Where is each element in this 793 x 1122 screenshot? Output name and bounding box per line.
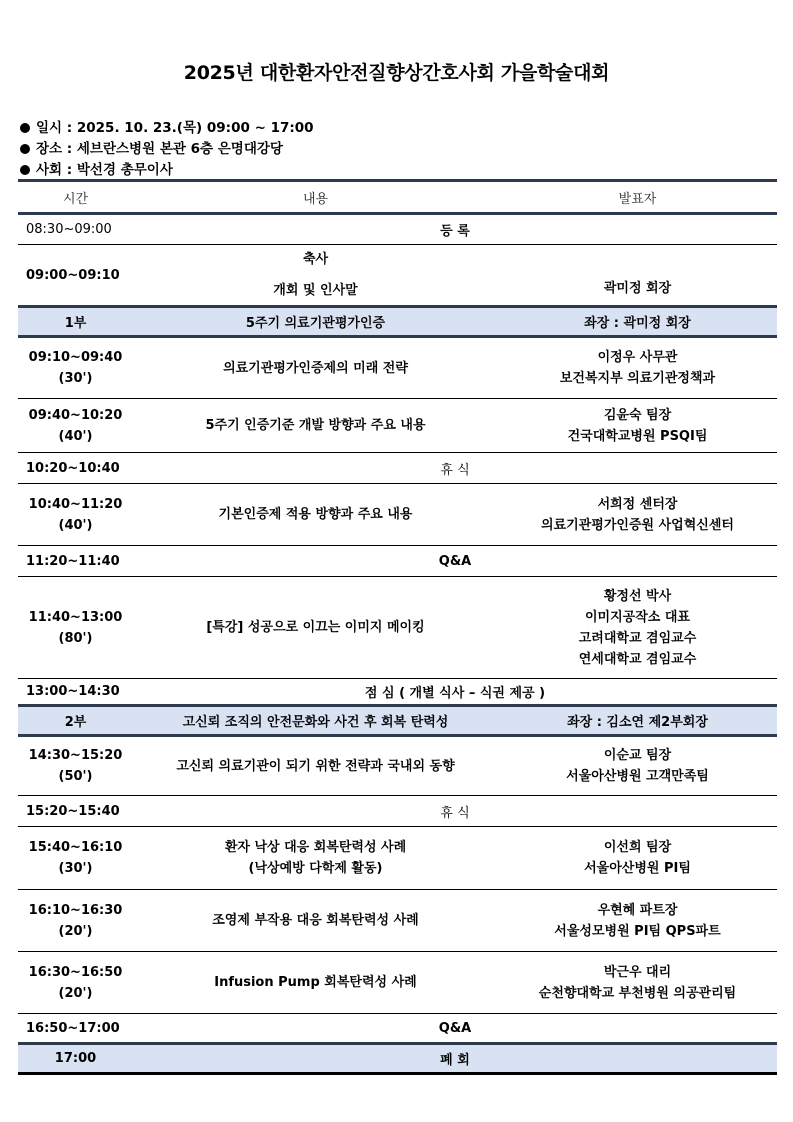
- table-row: [18, 245, 777, 307]
- span-cell: 점 심 ( 개별 식사 – 식권 제공 ): [133, 679, 777, 706]
- content-cell: Infusion Pump 회복탄력성 사례: [133, 952, 498, 1014]
- presenter-cell: 김윤숙 팀장 건국대학교병원 PSQI팀: [498, 399, 777, 453]
- info-date: 일시 : 2025. 10. 23.(목) 09:00 ~ 17:00: [20, 116, 314, 136]
- table-row: [18, 453, 777, 484]
- table-row: [18, 214, 777, 245]
- bullet-icon: [20, 165, 30, 175]
- info-host: 사회 : 박선경 총무이사: [20, 158, 173, 178]
- section-label: 1부: [18, 307, 133, 337]
- table-row: [18, 484, 777, 546]
- section-chair: 좌장 : 곽미정 회장: [498, 307, 777, 337]
- presenter-cell: 박근우 대리 순천향대학교 부천병원 의공관리팀: [498, 952, 777, 1014]
- content-cell: 조영제 부작용 대응 회복탄력성 사례: [133, 890, 498, 952]
- section-row: [18, 307, 777, 337]
- time-cell: 16:10~16:30 (20'): [18, 890, 133, 952]
- time-cell: 11:20~11:40: [18, 546, 133, 577]
- table-row: [18, 952, 777, 1014]
- table-row: [18, 1014, 777, 1044]
- header-time: 시간: [18, 181, 133, 214]
- section-row: [18, 1044, 777, 1074]
- presenter-cell: 서희정 센터장 의료기관평가인증원 사업혁신센터: [498, 484, 777, 546]
- time-cell: 13:00~14:30: [18, 679, 133, 706]
- presenter-cell: 이정우 사무관 보건복지부 의료기관정책과: [498, 337, 777, 399]
- time-cell: 10:20~10:40: [18, 453, 133, 484]
- table-row: [18, 577, 777, 679]
- time-cell: 09:00~09:10: [18, 245, 133, 307]
- time-cell: 10:40~11:20 (40'): [18, 484, 133, 546]
- content-cell: 기본인증제 적용 방향과 주요 내용: [133, 484, 498, 546]
- time-cell: 09:10~09:40 (30'): [18, 337, 133, 399]
- table-header: [18, 181, 777, 214]
- time-cell: 15:20~15:40: [18, 796, 133, 827]
- section-title: 고신뢰 조직의 안전문화와 사건 후 회복 탄력성: [133, 706, 498, 736]
- presenter-cell: 이선희 팀장 서울아산병원 PI팀: [498, 827, 777, 890]
- content-cell: 환자 낙상 대응 회복탄력성 사례 (낙상예방 다학제 활동): [133, 827, 498, 890]
- page-title: 2025년 대한환자안전질향상간호사회 가을학술대회: [183, 62, 610, 84]
- table-row: [18, 399, 777, 453]
- table-row: [18, 337, 777, 399]
- table-row: [18, 736, 777, 796]
- table-row: [18, 890, 777, 952]
- bullet-icon: [20, 144, 30, 154]
- content-cell: 축사 개회 및 인사말: [133, 245, 498, 307]
- time-cell: 09:40~10:20 (40'): [18, 399, 133, 453]
- span-cell: 휴 식: [133, 796, 777, 827]
- info-venue: 장소 : 세브란스병원 본관 6층 은명대강당: [20, 137, 283, 157]
- time-cell: 16:50~17:00: [18, 1014, 133, 1044]
- presenter-cell: 곽미정 회장: [498, 245, 777, 307]
- time-cell: 15:40~16:10 (30'): [18, 827, 133, 890]
- span-cell: 등 록: [133, 214, 777, 245]
- time-cell: 11:40~13:00 (80'): [18, 577, 133, 679]
- content-cell: 의료기관평가인증제의 미래 전략: [133, 337, 498, 399]
- presenter-cell: 황정선 박사 이미지공작소 대표 고려대학교 겸임교수 연세대학교 겸임교수: [498, 577, 777, 679]
- time-cell: 08:30~09:00: [18, 214, 133, 245]
- header-content: 내용: [133, 181, 498, 214]
- content-cell: [특강] 성공으로 이끄는 이미지 메이킹: [133, 577, 498, 679]
- span-cell: Q&A: [133, 546, 777, 577]
- time-cell: 16:30~16:50 (20'): [18, 952, 133, 1014]
- table-row: [18, 546, 777, 577]
- content-cell: 5주기 인증기준 개발 방향과 주요 내용: [133, 399, 498, 453]
- presenter-cell: 우현혜 파트장 서울성모병원 PI팀 QPS파트: [498, 890, 777, 952]
- closing-time: 17:00: [18, 1044, 133, 1074]
- time-cell: 14:30~15:20 (50'): [18, 736, 133, 796]
- section-row: [18, 706, 777, 736]
- table-row: [18, 827, 777, 890]
- section-label: 2부: [18, 706, 133, 736]
- span-cell: Q&A: [133, 1014, 777, 1044]
- presenter-cell: 이순교 팀장 서울아산병원 고객만족팀: [498, 736, 777, 796]
- closing-label: 폐 회: [133, 1044, 777, 1074]
- span-cell: 휴 식: [133, 453, 777, 484]
- section-title: 5주기 의료기관평가인증: [133, 307, 498, 337]
- table-row: [18, 679, 777, 706]
- content-cell: 고신뢰 의료기관이 되기 위한 전략과 국내외 동향: [133, 736, 498, 796]
- section-chair: 좌장 : 김소연 제2부회장: [498, 706, 777, 736]
- schedule-table: [18, 179, 777, 1075]
- header-presenter: 발표자: [498, 181, 777, 214]
- table-row: [18, 796, 777, 827]
- bullet-icon: [20, 123, 30, 133]
